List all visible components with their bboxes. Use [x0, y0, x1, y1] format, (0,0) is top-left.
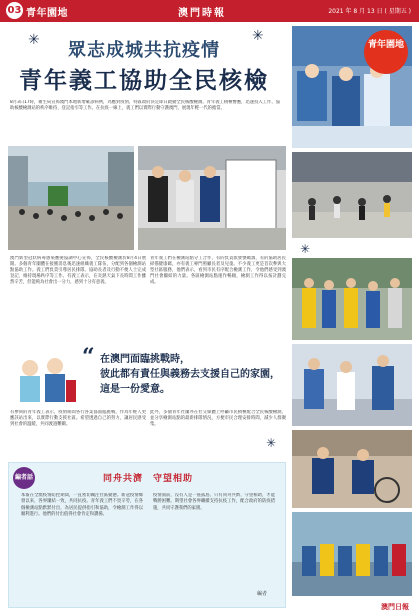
column-text-left: 本報在全澳疫情防控期間，一直密切關注社區動態。新冠疫情爆發以來，各界團結一致，共同抗疫。青年義工們不畏辛勞，在各個檢測站點默默付出，為居民提供指引和協助，令檢測工作得以順利進行。他們的付出值得社會肯定和讚揚。: [21, 493, 143, 518]
quote-line2: 彼此都有責任與義務去支援自己的家園，: [100, 369, 280, 380]
column-badge: 編者話: [13, 467, 35, 489]
headline-line2: 青年義工協助全民核檢: [19, 67, 269, 94]
quote-line3: 這是一份愛意。: [100, 384, 170, 395]
star-icon: ✳: [266, 436, 277, 450]
photo-volunteers-guiding: [292, 258, 412, 340]
footer-brand: 澳門日報: [381, 603, 409, 611]
paper-name: 澳門時報: [178, 8, 226, 19]
photo-volunteer-station: [138, 146, 286, 250]
top-bar: [0, 0, 419, 22]
column-text-right: 疫情面前，沒有人是一座孤島。只有同舟共濟、守望相助，才能戰勝困難。期望社會各界繼續支持抗疫工作，配合政府的防疫措施，共同守護我們的家園。: [153, 493, 275, 511]
article-body-lower-right: 此外，多個青年社團亦在社交媒體上呼籲市民積極配合全民核酸檢測，並分享檢測站點的最新排隊情況，方便市民合理安排時間，減少人群聚集。: [150, 410, 286, 427]
photo-registration-desk: [292, 344, 412, 426]
quote-line1: 在澳門面臨挑戰時，: [100, 354, 190, 365]
illustration-medical-workers: [10, 350, 80, 410]
star-icon: ✳: [28, 32, 40, 48]
star-icon: ✳: [252, 28, 264, 44]
pull-quote: [82, 344, 282, 395]
column-author: 編者: [256, 591, 267, 597]
quote-mark-icon: “: [82, 344, 95, 370]
photo-crowd-street: [8, 146, 134, 250]
publication-date: 2021 年 8 月 13 日 ( 星期五 ): [328, 8, 411, 15]
youth-corner-badge: 青年園地: [364, 30, 408, 74]
photo-team-group: [292, 512, 412, 596]
photo-wheelchair-assist: [292, 430, 412, 508]
article-body-lower-left: 有參與的青年義工表示，疫情期間各行各業都面臨挑戰，作為年輕人更應該站出來，以實際行動支援社區。希望透過自己的努力，讓居民感受到社會的溫暖，共同渡過難關。: [10, 410, 146, 427]
star-icon: ✳: [300, 242, 311, 256]
article-body-right: 青年義工們在檢測站點分工合作，有的負責派發號碼籌，有的協助居民掃描健康碼，亦有義工專門照顧長者及兒童。不少義工更是首次參與大型社區服務，他們表示，看到市民有序配合檢測工作，令他們感受到澳門社會團結的力量。各區檢測站點運作暢順，檢測工作得以按計劃完成。: [150, 256, 286, 285]
section-name: 青年園地: [26, 8, 68, 19]
column-title: 同舟共濟 守望相助: [102, 474, 193, 484]
headline-line1: 眾志成城共抗疫情: [68, 40, 220, 61]
section-number: 03: [6, 2, 23, 19]
editor-column: [8, 462, 286, 608]
intro-paragraph: 8月3日17時，衛生局宣佈澳門本地新增確診病例，為應對疫情，特區政府決定即日啟動全民核酸檢測。青年義工積極響應，迅速投入工作，協助核酸檢測站的秩序維持、登記指引等工作。在抗疫一線上，義工們以實際行動守護澳門，展現年輕一代的擔當。: [10, 100, 280, 112]
article-body-left: 澳門新型冠狀病毒感染應變協調中心宣佈，全民核酸檢測於8月4日展開。多個青年團體在接獲消息後迅速組織義工隊伍，分配到各個檢測站點協助工作。義工們負責引導居民排隊、協助長者及行動不便人士完成登記、維持現場秩序等工作。有義工表示，在炎熱天氣下長時間工作雖然辛苦，但能夠為社會出一分力，感到十分有意義。: [10, 256, 146, 285]
photo-queue-street: [292, 152, 412, 238]
